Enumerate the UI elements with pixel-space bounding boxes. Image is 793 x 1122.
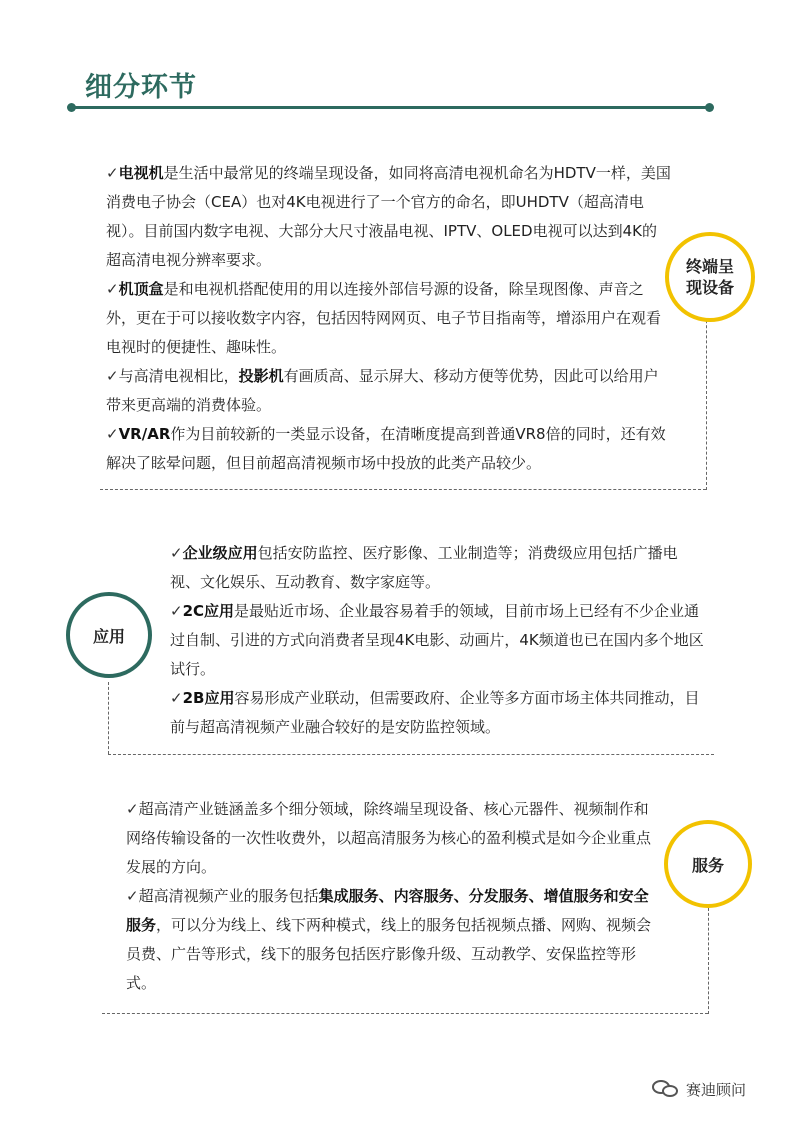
check-icon: ✓	[170, 544, 183, 562]
circle-label: 服务	[691, 855, 724, 875]
wechat-icon	[652, 1078, 680, 1100]
section2-text	[170, 539, 705, 742]
paragraph-text: 是生活中最常见的终端呈现设备，如同将高清电视机命名为HDTV一样，美国消费电子协会（CEA）也对4K电视进行了一个官方的命名，即UHDTV（超高清电视）。目前国内数字电视、大部分大尺寸液晶电视、IPTV、OLED电视可以达到4K的超高清电视分辨率要求。	[106, 164, 671, 269]
watermark	[652, 1078, 746, 1100]
section1-circle-label	[665, 232, 755, 322]
watermark-text: 赛迪顾问	[686, 1080, 747, 1099]
check-icon: ✓	[170, 602, 183, 620]
title-divider	[72, 106, 710, 109]
check-icon: ✓	[126, 887, 139, 905]
bold-term: 企业级应用	[182, 544, 258, 562]
paragraph-prefix: 超高清视频产业的服务包括	[138, 887, 319, 905]
paragraph-text: 是和电视机搭配使用的用以连接外部信号源的设备，除呈现图像、声音之外，更在于可以接收数字内容，包括因特网网页、电子节目指南等，增添用户在观看电视时的便捷性、趣味性。	[106, 280, 662, 356]
paragraph-text: 有画质高、显示屏大、移动方便等优势，因此可以给用户带来更高端的消费体验。	[106, 367, 659, 414]
section1-paragraph	[106, 362, 671, 420]
paragraph-prefix: 与高清电视相比，	[118, 367, 239, 385]
section3-dashed-border-bottom	[102, 1013, 708, 1014]
paragraph-text: 包括安防监控、医疗影像、工业制造等；消费级应用包括广播电视、文化娱乐、互动教育、数字家庭等。	[170, 544, 678, 591]
section1-text	[106, 159, 671, 478]
check-icon: ✓	[106, 367, 119, 385]
section1-paragraph	[106, 420, 671, 478]
circle-label-line2: 现设备	[685, 278, 734, 297]
check-icon: ✓	[106, 425, 119, 443]
check-icon: ✓	[126, 800, 139, 818]
section2-circle-label	[66, 592, 152, 678]
check-icon: ✓	[106, 280, 119, 298]
section3-text	[126, 795, 661, 998]
section2-paragraph	[170, 684, 705, 742]
paragraph-text: 容易形成产业联动，但需要政府、企业等多方面市场主体共同推动，目前与超高清视频产业融合较好的是安防监控领域。	[170, 689, 700, 736]
bold-term: 2C应用	[182, 602, 235, 620]
section1-paragraph	[106, 159, 671, 275]
bold-term: 2B应用	[182, 689, 235, 707]
paragraph-text: 超高清产业链涵盖多个细分领域，除终端呈现设备、核心元器件、视频制作和网络传输设备的一次性收费外，以超高清服务为核心的盈利模式是如今企业重点发展的方向。	[126, 800, 652, 876]
bold-term: 电视机	[118, 164, 164, 182]
check-icon: ✓	[170, 689, 183, 707]
section3-paragraph	[126, 795, 661, 882]
paragraph-text: 作为目前较新的一类显示设备，在清晰度提高到普通VR8倍的同时，还有效解决了眩晕问题，但目前超高清视频市场中投放的此类产品较少。	[106, 425, 666, 472]
bold-term: 投影机	[238, 367, 284, 385]
circle-label-line1: 终端呈	[685, 257, 734, 276]
section1-dashed-border-bottom	[100, 489, 706, 490]
check-icon: ✓	[106, 164, 119, 182]
section2-paragraph	[170, 597, 705, 684]
title-line-dot-right	[705, 103, 714, 112]
section3-paragraph	[126, 882, 661, 998]
paragraph-text: ，可以分为线上、线下两种模式，线上的服务包括视频点播、网购、视频会员费、广告等形式，线下的服务包括医疗影像升级、互动教学、安保监控等形式。	[126, 916, 652, 992]
section1-dashed-border-right	[706, 300, 707, 490]
circle-label: 应用	[92, 626, 125, 646]
bold-term: 机顶盒	[118, 280, 164, 298]
section2-paragraph	[170, 539, 705, 597]
paragraph-text: 是最贴近市场、企业最容易着手的领域，目前市场上已经有不少企业通过自制、引进的方式向消费者呈现4K电影、动画片，4K频道也已在国内多个地区试行。	[170, 602, 704, 678]
bold-term: VR/AR	[118, 425, 171, 443]
bold-term: 集成服务、内容服务、分发服务、增值服务和安全服务	[126, 887, 649, 934]
section3-circle-label	[664, 820, 752, 908]
section2-dashed-border-bottom	[108, 754, 714, 755]
section2-dashed-border-left	[108, 682, 109, 754]
section3-dashed-border-right	[708, 908, 709, 1014]
section1-paragraph	[106, 275, 671, 362]
page-title: 细分环节	[85, 72, 197, 103]
